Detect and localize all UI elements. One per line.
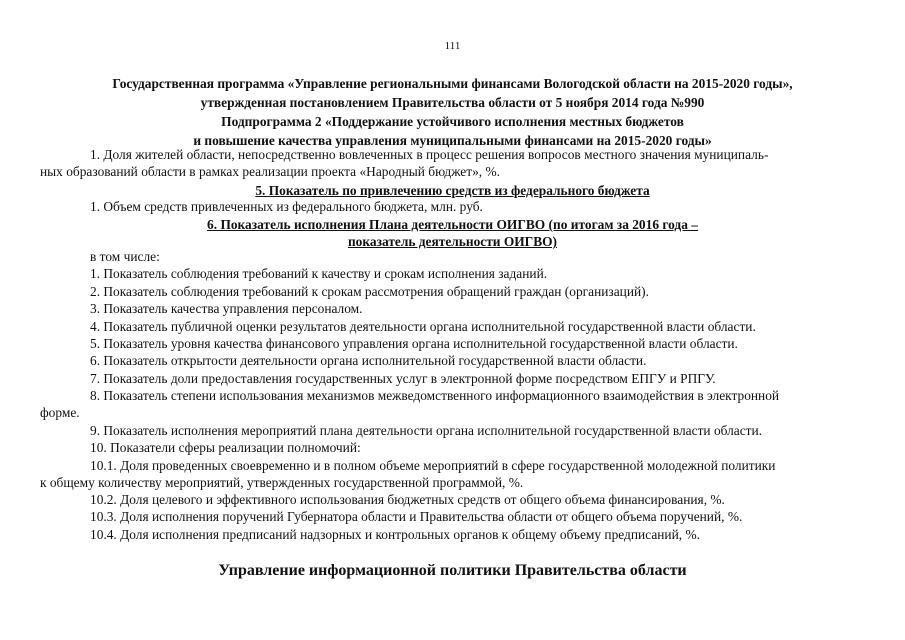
list-item: 6. Показатель открытости деятельности органа исполнительной государственной власти области. bbox=[90, 353, 647, 368]
item-10-1-line2: к общему количеству мероприятий, утвержденных государственной программой, %. bbox=[40, 475, 524, 490]
item-8-line2: форме. bbox=[40, 405, 80, 420]
list-item: 4. Показатель публичной оценки результатов деятельности органа исполнительной государственной власти области. bbox=[90, 319, 756, 334]
list-item: 3. Показатель качества управления персоналом. bbox=[90, 301, 363, 316]
program-approval: утвержденная постановлением Правительства области от 5 ноября 2014 года №990 bbox=[200, 95, 705, 110]
section-5-item-1: 1. Объем средств привлеченных из федерального бюджета, млн. руб. bbox=[90, 199, 483, 214]
page-number: 111 bbox=[444, 40, 461, 52]
item-9: 9. Показатель исполнения мероприятий плана деятельности органа исполнительной государственной власти области. bbox=[90, 423, 763, 438]
list-item: 5. Показатель уровня качества финансового управления органа исполнительной государственной власти области. bbox=[90, 336, 738, 351]
item-10-1-line1: 10.1. Доля проведенных своевременно и в полном объеме мероприятий в сфере государственной молодежной политики bbox=[90, 458, 776, 473]
program-title: Государственная программа «Управление региональными финансами Вологодской области на 2015-2020 годы», bbox=[112, 76, 793, 91]
section-5-title: 5. Показатель по привлечению средств из федерального бюджета bbox=[255, 183, 650, 198]
indicator-1-line2: ных образований области в рамках реализации проекта «Народный бюджет», %. bbox=[40, 164, 500, 179]
indicator-1-line1: 1. Доля жителей области, непосредственно вовлеченных в процесс решения вопросов местного значения муниципаль- bbox=[90, 147, 769, 162]
section-6-title-line1: 6. Показатель исполнения Плана деятельности ОИГВО (по итогам за 2016 года – bbox=[207, 217, 698, 232]
item-8-line1: 8. Показатель степени использования механизмов межведомственного информационного взаимодействия в электронной bbox=[90, 388, 780, 403]
item-10-2: 10.2. Доля целевого и эффективного использования бюджетных средств от общего объема финансирования, %. bbox=[90, 492, 725, 507]
item-10: 10. Показатели сферы реализации полномочий: bbox=[90, 440, 361, 455]
section-6-title-line2: показатель деятельности ОИГВО) bbox=[347, 234, 558, 249]
subprogram-title-line1: Подпрограмма 2 «Поддержание устойчивого исполнения местных бюджетов bbox=[221, 114, 684, 129]
item-10-4: 10.4. Доля исполнения предписаний надзорных и контрольных органов к общему объему предписаний, %. bbox=[90, 527, 700, 542]
program-heading bbox=[40, 74, 865, 150]
including-label: в том числе: bbox=[90, 249, 160, 264]
department-heading: Управление информационной политики Правительства области bbox=[218, 562, 687, 579]
subprogram-title-line2: и повышение качества управления муниципальными финансами на 2015-2020 годы» bbox=[193, 133, 712, 148]
list-item: 1. Показатель соблюдения требований к качеству и срокам исполнения заданий. bbox=[90, 266, 548, 281]
item-10-3: 10.3. Доля исполнения поручений Губернатора области и Правительства области от общего объема поручений, %. bbox=[90, 509, 743, 524]
list-item: 7. Показатель доли предоставления государственных услуг в электронной форме посредством ЕПГУ и РПГУ. bbox=[90, 371, 716, 386]
list-item: 2. Показатель соблюдения требований к срокам рассмотрения обращений граждан (организаций). bbox=[90, 284, 649, 299]
